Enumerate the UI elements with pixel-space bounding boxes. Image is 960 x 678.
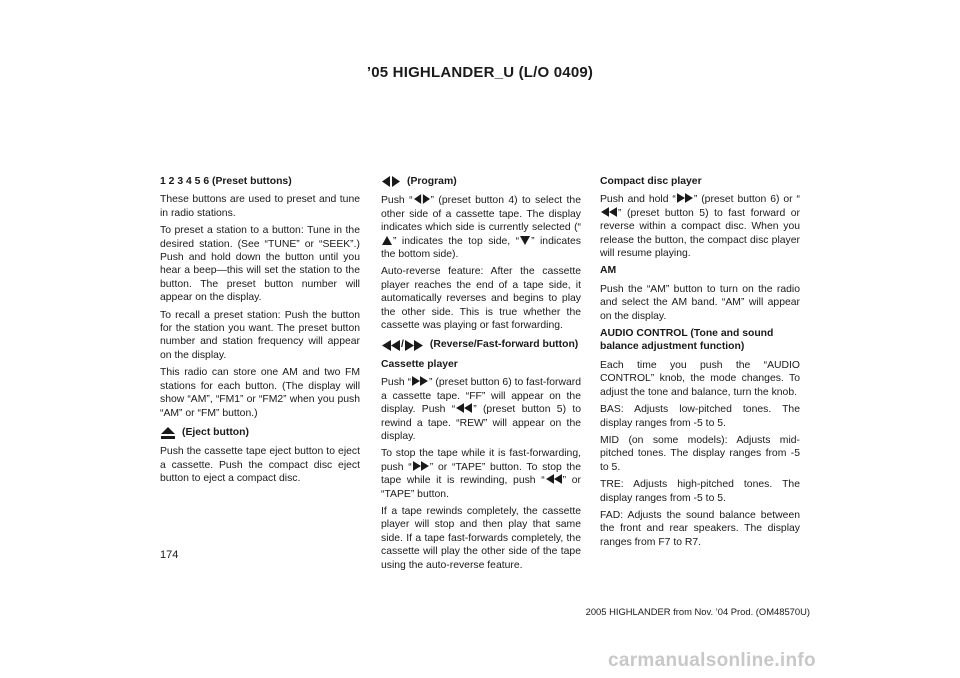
fast-forward-icon xyxy=(413,461,429,471)
reverse-fast-forward-heading: / (Reverse/Fast-forward button) xyxy=(381,338,581,351)
column-3 xyxy=(600,172,800,553)
paragraph xyxy=(381,376,581,443)
paragraph xyxy=(381,194,581,261)
text: ” indicates the bottom side). xyxy=(381,235,582,261)
program-heading xyxy=(381,175,581,188)
column-2 xyxy=(381,172,581,576)
fast-forward-icon xyxy=(405,340,423,351)
column-1 xyxy=(160,172,360,490)
reverse-heading-label: (Reverse/Fast-forward button) xyxy=(429,339,579,351)
text: ” (preset button 4) to select the other side of a cassette tape. The display indicates which side is currently selected (“ xyxy=(381,195,581,234)
paragraph: To recall a preset station: Push the button for the station you want. The preset button number and station frequency will appear on the display. xyxy=(160,309,360,361)
fast-forward-icon xyxy=(412,376,428,386)
paragraph xyxy=(381,447,581,501)
text: ” (preset button 6) to fast-forward a cassette tape. “FF” will appear on the display. Push “ xyxy=(381,377,581,416)
paragraph: These buttons are used to preset and tune in radio stations. xyxy=(160,194,360,219)
text: ” or “TAPE” button. To stop the tape while it is rewinding, push “ xyxy=(381,461,581,487)
paragraph: If a tape rewinds completely, the cassette player will stop and then play that same side. If a tape fast-forwards completely, the cassette will play the other side of the tape using the auto-reverse feature. xyxy=(381,505,581,571)
rewind-icon xyxy=(546,474,562,484)
program-icon xyxy=(382,176,400,187)
text: ” (preset button 5) to fast forward or reverse within a compact disc. When you release the button, the compact disc player will resume playing. xyxy=(600,207,800,260)
cassette-player-heading: Cassette player xyxy=(381,358,458,370)
page-number: 174 xyxy=(160,549,179,561)
program-heading-label: (Program) xyxy=(407,176,457,187)
paragraph: Push the “AM” button to turn on the radio and select the AM band. “AM” will appear on the display. xyxy=(600,283,800,322)
triangle-down-icon xyxy=(520,236,530,245)
eject-icon xyxy=(161,427,175,439)
paragraph: TRE: Adjusts high-pitched tones. The display ranges from -5 to 5. xyxy=(600,479,800,504)
preset-buttons-heading: 1 2 3 4 5 6 (Preset buttons) xyxy=(160,176,292,187)
text: To stop the tape while it is fast-forwarding, push “ xyxy=(381,448,581,473)
text: ” or “TAPE” button. xyxy=(381,475,581,500)
text: ” (preset button 6) or “ xyxy=(693,194,800,206)
paragraph xyxy=(600,193,800,260)
paragraph: To preset a station to a button: Tune in the desired station. (See “TUNE” or “SEEK”.) Push and hold down the button until you hear a beep—this will set the station to the button. The preset button number will appear on the display. xyxy=(160,225,360,304)
text: ” indicates the top side, “ xyxy=(393,235,520,247)
audio-control-heading: AUDIO CONTROL (Tone and sound balance adjustment function) xyxy=(600,328,774,353)
paragraph: Each time you push the “AUDIO CONTROL” knob, the mode changes. To adjust the tone and balance, turn the knob. xyxy=(600,359,800,398)
paragraph: Auto-reverse feature: After the cassette player reaches the end of a tape side, it automatically reverses and begins to play the other side. This is true whether the cassette was playing or fast forwarding. xyxy=(381,266,581,332)
paragraph: BAS: Adjusts low-pitched tones. The display ranges from -5 to 5. xyxy=(600,404,800,429)
triangle-up-icon xyxy=(382,236,392,245)
rewind-icon xyxy=(601,207,617,217)
watermark: carmanualsonline.info xyxy=(608,650,816,671)
text: Push and hold “ xyxy=(600,194,676,206)
am-heading: AM xyxy=(600,265,617,277)
page-footer: 2005 HIGHLANDER from Nov. ’04 Prod. (OM48570U) xyxy=(585,606,810,617)
paragraph: FAD: Adjusts the sound balance between the front and rear speakers. The display ranges from F7 to R7. xyxy=(600,509,800,548)
eject-button-heading xyxy=(160,426,360,439)
rewind-icon xyxy=(456,403,472,413)
paragraph: This radio can store one AM and two FM stations for each button. (The display will show “AM”, “FM1” or “FM2” when you push “AM” or “FM” button.) xyxy=(160,367,360,419)
program-icon xyxy=(414,194,430,204)
rewind-icon xyxy=(382,340,400,351)
text: Push “ xyxy=(381,377,412,389)
text: Push “ xyxy=(381,195,413,207)
eject-heading-label: (Eject button) xyxy=(182,426,249,438)
fast-forward-icon xyxy=(677,193,693,203)
paragraph: Push the cassette tape eject button to eject a cassette. Push the compact disc eject button to eject a compact disc. xyxy=(160,446,360,485)
page-header: ’05 HIGHLANDER_U (L/O 0409) xyxy=(366,64,594,81)
compact-disc-heading: Compact disc player xyxy=(600,176,702,187)
text: ” (preset button 5) to rewind a tape. “REW” will appear on the display. xyxy=(381,404,581,442)
paragraph: MID (on some models): Adjusts mid-pitched tones. The display ranges from -5 to 5. xyxy=(600,434,800,473)
